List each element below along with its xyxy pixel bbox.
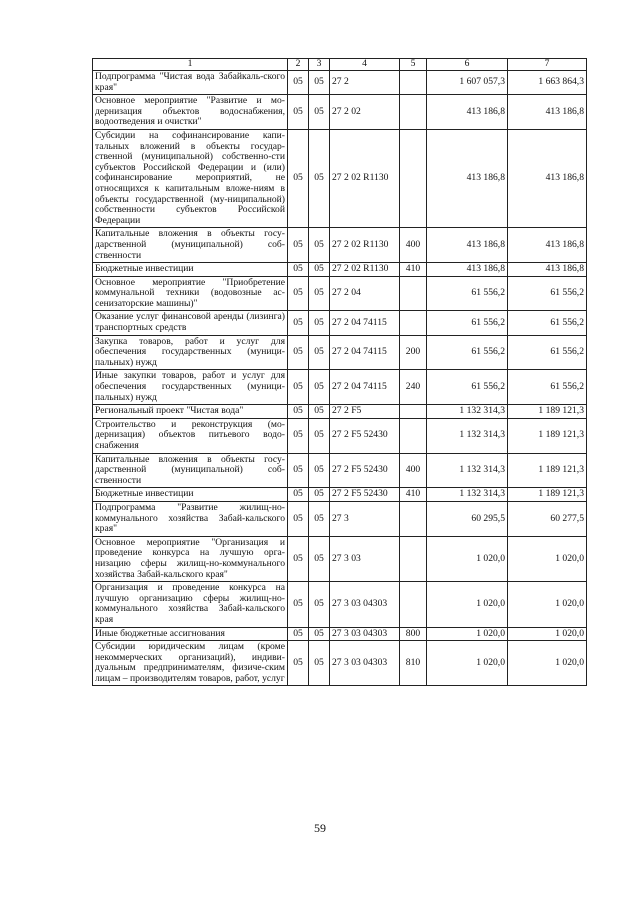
cell-csr: 27 2 02 R1130	[330, 129, 400, 227]
cell-sum-2021: 1 132 314,3	[427, 418, 508, 453]
row-name: Оказание услуг финансовой аренды (лизинга) транспортных средств	[93, 311, 288, 335]
cell-sum-2021: 1 607 057,3	[427, 71, 508, 95]
cell-rz: 05	[288, 129, 309, 227]
cell-pr: 05	[309, 488, 330, 502]
cell-csr: 27 3 03 04303	[330, 627, 400, 641]
row-name: Подпрограмма "Чистая вода Забайкаль-ского края"	[93, 71, 288, 95]
cell-rz: 05	[288, 95, 309, 130]
cell-vr: 800	[400, 627, 427, 641]
cell-pr: 05	[309, 263, 330, 277]
cell-csr: 27 2 04	[330, 276, 400, 311]
cell-rz: 05	[288, 641, 309, 686]
cell-pr: 05	[309, 129, 330, 227]
row-name: Основное мероприятие "Развитие и мо-дернизация объектов водоснабжения, водоотведения и очистки"	[93, 95, 288, 130]
cell-vr	[400, 276, 427, 311]
cell-pr: 05	[309, 627, 330, 641]
table-row	[93, 582, 587, 627]
cell-vr	[400, 311, 427, 335]
cell-sum-2022: 61 556,2	[508, 311, 587, 335]
table-row	[93, 335, 587, 370]
cell-sum-2022: 413 186,8	[508, 129, 587, 227]
table-row	[93, 95, 587, 130]
table-row	[93, 405, 587, 419]
cell-csr: 27 2 F5 52430	[330, 418, 400, 453]
table-row	[93, 263, 587, 277]
cell-vr: 400	[400, 228, 427, 263]
cell-sum-2021: 1 132 314,3	[427, 405, 508, 419]
cell-sum-2022: 60 277,5	[508, 501, 587, 536]
cell-vr: 400	[400, 453, 427, 488]
cell-sum-2022: 1 020,0	[508, 536, 587, 581]
cell-csr: 27 2 F5 52430	[330, 453, 400, 488]
row-name: Бюджетные инвестиции	[93, 263, 288, 277]
cell-csr: 27 2 02 R1130	[330, 263, 400, 277]
header-cell: 6	[427, 59, 508, 71]
cell-sum-2022: 1 663 864,3	[508, 71, 587, 95]
cell-rz: 05	[288, 453, 309, 488]
cell-sum-2021: 60 295,5	[427, 501, 508, 536]
table-body	[93, 71, 587, 686]
cell-sum-2021: 413 186,8	[427, 263, 508, 277]
cell-vr: 810	[400, 641, 427, 686]
cell-sum-2022: 1 020,0	[508, 641, 587, 686]
row-name: Основное мероприятие "Организация и проведение конкурса на лучшую орга-низацию сферы жилищ-но-коммунального хозяйства Забай-кальского края"	[93, 536, 288, 581]
cell-sum-2021: 1 132 314,3	[427, 488, 508, 502]
row-name: Закупка товаров, работ и услуг для обеспечения государственных (муници-пальных) нужд	[93, 335, 288, 370]
header-cell: 5	[400, 59, 427, 71]
cell-rz: 05	[288, 582, 309, 627]
cell-vr	[400, 95, 427, 130]
cell-sum-2022: 61 556,2	[508, 335, 587, 370]
cell-rz: 05	[288, 370, 309, 405]
cell-csr: 27 2 04 74115	[330, 335, 400, 370]
cell-sum-2022: 61 556,2	[508, 370, 587, 405]
row-name: Субсидии юридическим лицам (кроме некоммерческих организаций), индиви-дуальным предпринимателям, физиче-ским лицам – производителям товаров, работ, услуг	[93, 641, 288, 686]
cell-pr: 05	[309, 228, 330, 263]
table-row	[93, 536, 587, 581]
table-row	[93, 501, 587, 536]
cell-sum-2021: 1 020,0	[427, 582, 508, 627]
cell-pr: 05	[309, 641, 330, 686]
page-number: 59	[314, 821, 326, 835]
row-name: Организация и проведение конкурса на лучшую организацию сферы жилищ-но-коммунального хозяйства Забай-кальского края	[93, 582, 288, 627]
row-name: Капитальные вложения в объекты госу-дарственной (муниципальной) соб-ственности	[93, 228, 288, 263]
cell-rz: 05	[288, 405, 309, 419]
cell-sum-2022: 61 556,2	[508, 276, 587, 311]
cell-rz: 05	[288, 228, 309, 263]
cell-rz: 05	[288, 501, 309, 536]
cell-sum-2022: 413 186,8	[508, 95, 587, 130]
cell-sum-2021: 61 556,2	[427, 335, 508, 370]
row-name: Региональный проект "Чистая вода"	[93, 405, 288, 419]
table-row	[93, 641, 587, 686]
cell-pr: 05	[309, 311, 330, 335]
table-row	[93, 276, 587, 311]
row-name: Субсидии на софинансирование капи-тальных вложений в объекты государ-ственной (муниципальной) собственно-сти субъектов Российской Федерации и (или) софинансирование мероприятий, не относящихся к капитальным вложе-ниям в объекты государственной (му-ниципальной) собственности субъектов Российской Федерации	[93, 129, 288, 227]
cell-sum-2021: 1 020,0	[427, 536, 508, 581]
cell-pr: 05	[309, 335, 330, 370]
cell-sum-2021: 413 186,8	[427, 95, 508, 130]
cell-csr: 27 2 F5 52430	[330, 488, 400, 502]
header-cell: 7	[508, 59, 587, 71]
row-name: Иные бюджетные ассигнования	[93, 627, 288, 641]
cell-pr: 05	[309, 370, 330, 405]
cell-sum-2022: 413 186,8	[508, 263, 587, 277]
cell-sum-2022: 413 186,8	[508, 228, 587, 263]
header-cell: 3	[309, 59, 330, 71]
row-name: Строительство и реконструкция (мо-дернизация) объектов питьевого водо-снабжения	[93, 418, 288, 453]
cell-vr	[400, 418, 427, 453]
cell-vr: 410	[400, 488, 427, 502]
cell-vr	[400, 536, 427, 581]
header-cell: 1	[93, 59, 288, 71]
cell-rz: 05	[288, 418, 309, 453]
cell-sum-2021: 1 132 314,3	[427, 453, 508, 488]
cell-csr: 27 3 03 04303	[330, 641, 400, 686]
cell-sum-2022: 1 020,0	[508, 627, 587, 641]
cell-pr: 05	[309, 453, 330, 488]
cell-rz: 05	[288, 263, 309, 277]
cell-pr: 05	[309, 95, 330, 130]
table-row	[93, 311, 587, 335]
cell-sum-2022: 1 189 121,3	[508, 488, 587, 502]
row-name: Капитальные вложения в объекты госу-дарственной (муниципальной) соб-ственности	[93, 453, 288, 488]
cell-pr: 05	[309, 582, 330, 627]
table-row	[93, 370, 587, 405]
table-header-row	[93, 59, 587, 71]
cell-csr: 27 2 04 74115	[330, 311, 400, 335]
cell-sum-2022: 1 189 121,3	[508, 453, 587, 488]
cell-rz: 05	[288, 71, 309, 95]
cell-csr: 27 3 03	[330, 536, 400, 581]
table-row	[93, 129, 587, 227]
cell-sum-2021: 61 556,2	[427, 370, 508, 405]
cell-pr: 05	[309, 501, 330, 536]
row-name: Бюджетные инвестиции	[93, 488, 288, 502]
cell-vr	[400, 71, 427, 95]
cell-csr: 27 2 02 R1130	[330, 228, 400, 263]
cell-pr: 05	[309, 418, 330, 453]
cell-csr: 27 2	[330, 71, 400, 95]
cell-rz: 05	[288, 335, 309, 370]
table-row	[93, 418, 587, 453]
cell-pr: 05	[309, 71, 330, 95]
table-row	[93, 228, 587, 263]
cell-vr: 200	[400, 335, 427, 370]
row-name: Иные закупки товаров, работ и услуг для обеспечения государственных (муници-пальных) нужд	[93, 370, 288, 405]
cell-vr	[400, 129, 427, 227]
cell-vr	[400, 405, 427, 419]
cell-pr: 05	[309, 536, 330, 581]
budget-table	[92, 58, 587, 686]
table-row	[93, 453, 587, 488]
cell-sum-2021: 1 020,0	[427, 627, 508, 641]
table-row	[93, 71, 587, 95]
cell-vr: 240	[400, 370, 427, 405]
cell-sum-2021: 61 556,2	[427, 311, 508, 335]
cell-csr: 27 2 02	[330, 95, 400, 130]
cell-sum-2021: 61 556,2	[427, 276, 508, 311]
cell-sum-2022: 1 020,0	[508, 582, 587, 627]
cell-sum-2021: 413 186,8	[427, 129, 508, 227]
cell-sum-2022: 1 189 121,3	[508, 405, 587, 419]
table-row	[93, 627, 587, 641]
cell-rz: 05	[288, 488, 309, 502]
cell-vr	[400, 582, 427, 627]
cell-sum-2022: 1 189 121,3	[508, 418, 587, 453]
cell-rz: 05	[288, 276, 309, 311]
cell-csr: 27 3	[330, 501, 400, 536]
table-row	[93, 488, 587, 502]
cell-vr: 410	[400, 263, 427, 277]
cell-rz: 05	[288, 536, 309, 581]
header-cell: 4	[330, 59, 400, 71]
cell-csr: 27 2 F5	[330, 405, 400, 419]
cell-sum-2021: 1 020,0	[427, 641, 508, 686]
cell-sum-2021: 413 186,8	[427, 228, 508, 263]
cell-rz: 05	[288, 311, 309, 335]
header-cell: 2	[288, 59, 309, 71]
cell-pr: 05	[309, 276, 330, 311]
cell-csr: 27 3 03 04303	[330, 582, 400, 627]
row-name: Подпрограмма "Развитие жилищ-но-коммунального хозяйства Забай-кальского края"	[93, 501, 288, 536]
cell-csr: 27 2 04 74115	[330, 370, 400, 405]
cell-rz: 05	[288, 627, 309, 641]
cell-vr	[400, 501, 427, 536]
row-name: Основное мероприятие "Приобретение коммунальной техники (водовозные ас-сенизаторские машины)"	[93, 276, 288, 311]
cell-pr: 05	[309, 405, 330, 419]
